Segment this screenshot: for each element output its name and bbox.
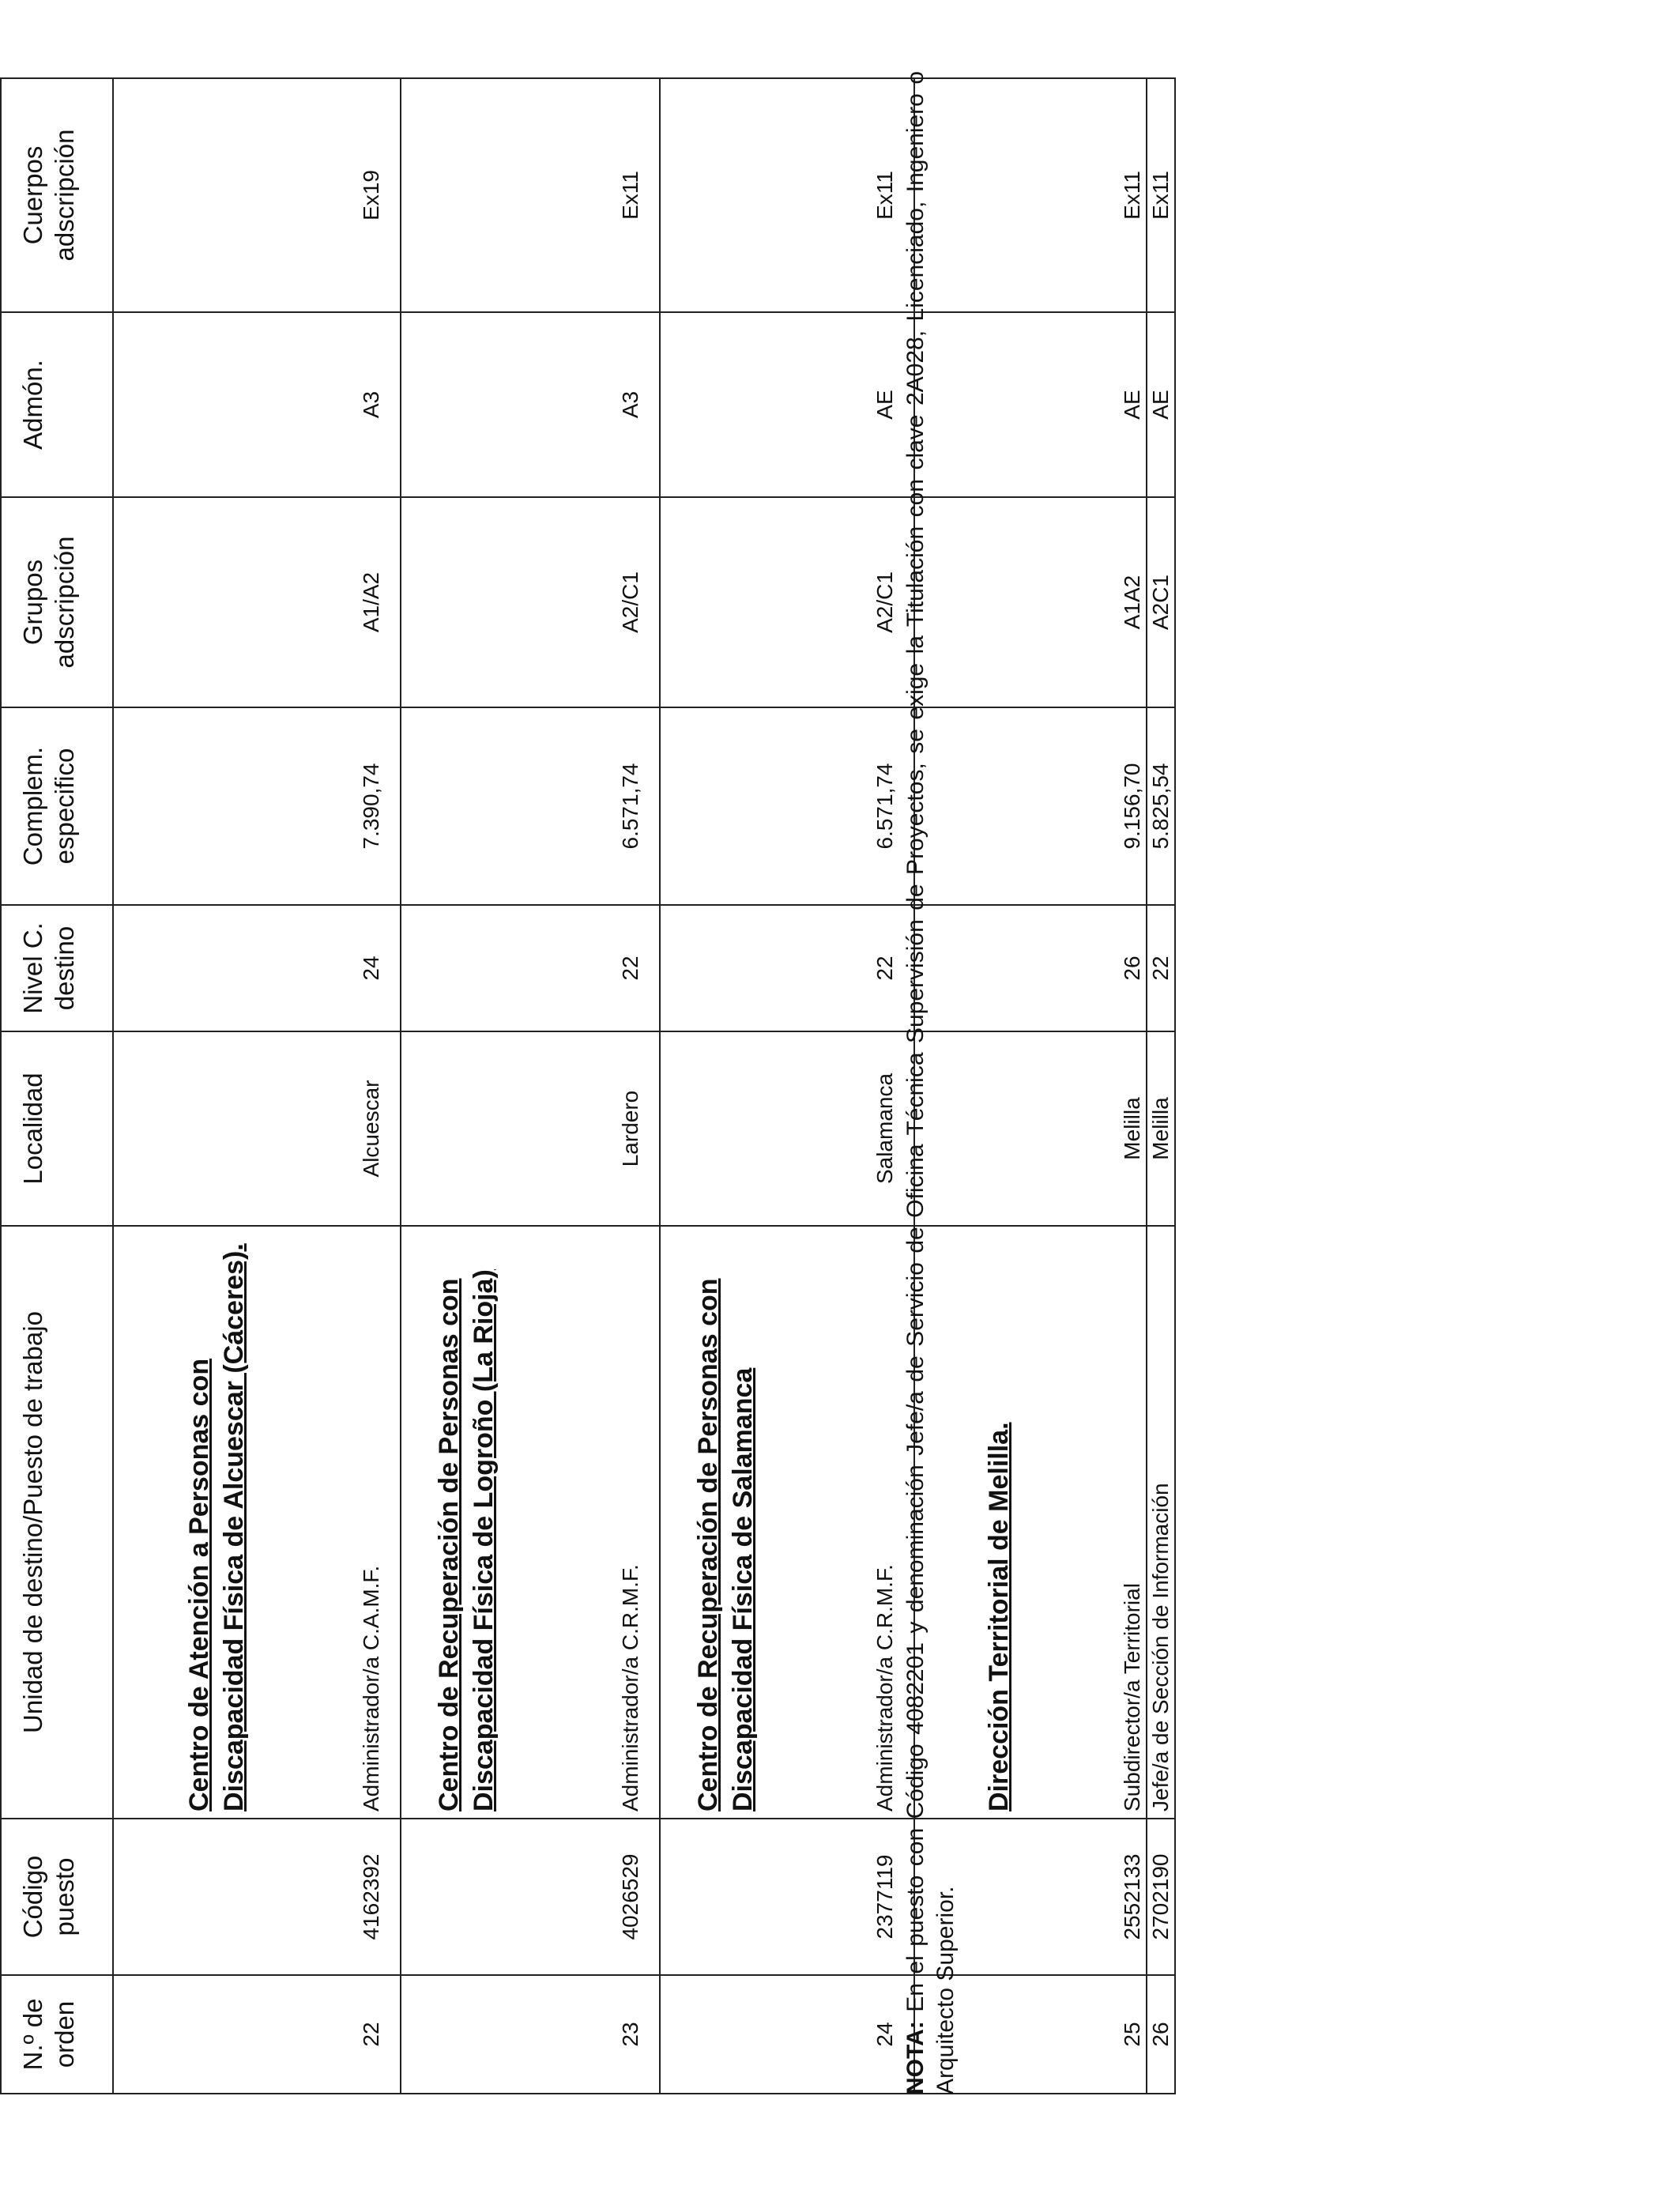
center-row: [401, 78, 607, 2094]
cell-admon: A3: [348, 312, 401, 497]
cell-admon: AE: [1147, 312, 1175, 497]
col-header-orden: N.º de orden: [1, 1975, 113, 2094]
col-header-unidad: Unidad de destino/Puesto de trabajo: [1, 1226, 113, 1819]
cell-cuerpos: Ex11: [861, 78, 914, 312]
cell-nivel: 22: [861, 905, 914, 1031]
cell-complemento: 9.156,70: [1119, 707, 1147, 905]
footnote-label: NOTA:: [902, 2021, 929, 2094]
header-row: [1, 78, 113, 2094]
cell-grupos: A2/C1: [607, 497, 660, 707]
cell-cuerpos: Ex19: [348, 78, 401, 312]
cell-nivel: 22: [1147, 905, 1175, 1031]
cell-localidad: Melilla: [1119, 1031, 1147, 1226]
cell-puesto: Subdirector/a Territorial: [1119, 1226, 1147, 1819]
cell-localidad: Lardero: [607, 1031, 660, 1226]
cell-nivel: 26: [1119, 905, 1147, 1031]
cell-orden: 25: [1119, 1975, 1147, 2094]
cell-grupos: A2C1: [1147, 497, 1175, 707]
table-row: [1147, 78, 1175, 2094]
cell-localidad: Salamanca: [861, 1031, 914, 1226]
center-title: Centro de Recuperación de Personas con Discapacidad Física de Logroño (La Rioja): [401, 1226, 607, 1819]
cell-puesto: Administrador/a C.R.M.F.: [607, 1226, 660, 1819]
cell-puesto: Administrador/a C.R.M.F.: [861, 1226, 914, 1819]
table-row: [607, 78, 660, 2094]
cell-orden: 23: [607, 1975, 660, 2094]
center-title: Centro de Recuperación de Personas con Discapacidad Física de Salamanca: [660, 1226, 861, 1819]
cell-nivel: 22: [607, 905, 660, 1031]
cell-puesto: Jefe/a de Sección de Información: [1147, 1226, 1175, 1819]
col-header-codigo: Código puesto: [1, 1819, 113, 1975]
col-header-grupos: Grupos adscripción: [1, 497, 113, 707]
cell-orden: 24: [861, 1975, 914, 2094]
cell-cuerpos: Ex11: [1119, 78, 1147, 312]
table-row: [348, 78, 401, 2094]
cell-codigo: 2552133: [1119, 1819, 1147, 1975]
col-header-nivel: Nivel C. destino: [1, 905, 113, 1031]
cell-grupos: A2/C1: [861, 497, 914, 707]
center-title: Centro de Atención a Personas con Discapacidad Física de Alcuescar (Cáceres).: [113, 1226, 348, 1819]
cell-complemento: 5.825,54: [1147, 707, 1175, 905]
cell-codigo: 2702190: [1147, 1819, 1175, 1975]
col-header-localidad: Localidad: [1, 1031, 113, 1226]
footnote: [901, 71, 961, 2094]
center-row: [660, 78, 861, 2094]
cell-complemento: 6.571,74: [607, 707, 660, 905]
cell-cuerpos: Ex11: [1147, 78, 1175, 312]
cell-admon: AE: [861, 312, 914, 497]
cell-cuerpos: Ex11: [607, 78, 660, 312]
center-title: Dirección Territorial de Melilla.: [914, 1226, 1119, 1819]
cell-localidad: Melilla: [1147, 1031, 1175, 1226]
col-header-complemento: Complem. especifico: [1, 707, 113, 905]
cell-complemento: 7.390,74: [348, 707, 401, 905]
cell-puesto: Administrador/a C.A.M.F.: [348, 1226, 401, 1819]
cell-codigo: 4026529: [607, 1819, 660, 1975]
col-header-cuerpos: Cuerpos adscripción: [1, 78, 113, 312]
cell-admon: AE: [1119, 312, 1147, 497]
cell-nivel: 24: [348, 905, 401, 1031]
cell-codigo: 4162392: [348, 1819, 401, 1975]
cell-complemento: 6.571,74: [861, 707, 914, 905]
center-row: [113, 78, 348, 2094]
col-header-admon: Admón.: [1, 312, 113, 497]
table-row: [1119, 78, 1147, 2094]
cell-orden: 26: [1147, 1975, 1175, 2094]
cell-codigo: 2377119: [861, 1819, 914, 1975]
cell-grupos: A1/A2: [348, 497, 401, 707]
cell-grupos: A1A2: [1119, 497, 1147, 707]
cell-admon: A3: [607, 312, 660, 497]
cell-localidad: Alcuescar: [348, 1031, 401, 1226]
positions-table: [0, 77, 1176, 2094]
footnote-text: En el puesto con Código 4082201 y denominación Jefe/a de Servicio de Oficina Técnica Supervisión de Proyectos, se exige la Titulación con clave 2A028, Licenciado, Ingeniero o Arquitecto Superior.: [902, 70, 959, 2094]
cell-orden: 22: [348, 1975, 401, 2094]
